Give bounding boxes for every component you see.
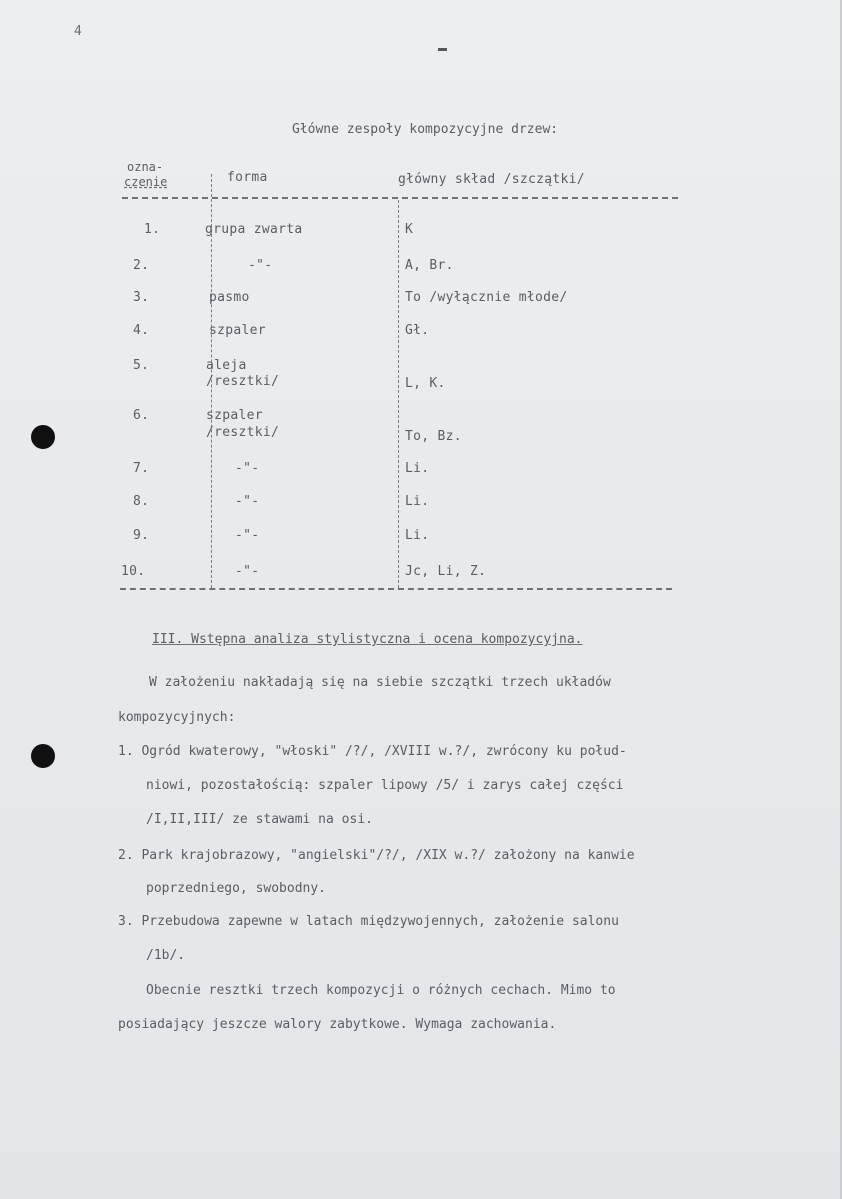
list-item-2-line1: 2. Park krajobrazowy, "angielski"/?/, /XIX w.?/ założony na kanwie — [118, 848, 635, 863]
table-row-composition: To /wyłącznie młode/ — [405, 290, 568, 305]
list-item-1-line1: 1. Ogród kwaterowy, "włoski" /?/, /XVIII w.?/, zwrócony ku połud- — [118, 744, 627, 759]
table-row-num: 4. — [133, 323, 150, 338]
list-item-3-line2: /1b/. — [146, 948, 186, 963]
page-number: 4 — [74, 24, 82, 39]
table-row-num: 1. — [144, 222, 161, 237]
table-row-num: 5. — [133, 358, 150, 373]
punch-hole-icon — [31, 425, 55, 449]
table-row-form: aleja — [206, 358, 247, 373]
header-form: forma — [227, 170, 268, 185]
paragraph-intro-line1: W założeniu nakładają się na siebie szczątki trzech układów — [149, 675, 611, 690]
table-row-form: -"- — [235, 461, 260, 476]
table-row-composition: Li. — [405, 494, 430, 509]
table-row-form: pasmo — [209, 290, 250, 305]
list-item-1-line3: /I,II,III/ ze stawami na osi. — [146, 812, 373, 827]
table-row-composition: To, Bz. — [405, 429, 462, 444]
table-row-num: 2. — [133, 258, 150, 273]
table-row-composition: Li. — [405, 528, 430, 543]
table-row-num: 8. — [133, 494, 150, 509]
table-row-form: grupa zwarta — [205, 222, 303, 237]
table-row-composition: Jc, Li, Z. — [405, 564, 487, 579]
table-row-form: -"- — [235, 528, 260, 543]
list-item-2-line2: poprzedniego, swobodny. — [146, 881, 327, 896]
table-row-composition: L, K. — [405, 376, 446, 391]
table-row-composition: Gł. — [405, 323, 430, 338]
paragraph-closing-line1: Obecnie resztki trzech kompozycji o różnych cechach. Mimo to — [146, 983, 616, 998]
table-row-form: -"- — [235, 564, 260, 579]
table-row-num: 10. — [121, 564, 146, 579]
table-row-form-continued: /resztki/ — [206, 425, 280, 440]
table-row-form: szpaler — [206, 408, 263, 423]
table-row-composition: A, Br. — [405, 258, 454, 273]
table-row-num: 7. — [133, 461, 150, 476]
section-heading: III. Wstępna analiza stylistyczna i ocena kompozycyjna. — [152, 632, 583, 647]
table-bottom-rule — [120, 588, 672, 590]
header-designation-line2: czenie — [124, 175, 168, 189]
table-row-num: 6. — [133, 408, 150, 423]
table-row-num: 3. — [133, 290, 150, 305]
list-item-1-line2: niowi, pozostałością: szpaler lipowy /5/ i zarys całej części — [146, 778, 624, 793]
header-designation-line1: ozna- — [127, 160, 164, 174]
table-row-num: 9. — [133, 528, 150, 543]
top-dash-mark — [438, 48, 447, 51]
header-composition: główny skład /szczątki/ — [398, 172, 585, 187]
table-row-form-continued: /resztki/ — [206, 374, 280, 389]
paragraph-intro-line2: kompozycyjnych: — [118, 710, 236, 725]
table-row-form: szpaler — [209, 323, 266, 338]
list-item-3-line1: 3. Przebudowa zapewne w latach międzywojennych, założenie salonu — [118, 914, 619, 929]
table-title: Główne zespoły kompozycyjne drzew: — [292, 122, 559, 137]
table-header-rule — [122, 197, 678, 199]
column-rule-composition — [398, 200, 399, 588]
table-row-composition: K — [405, 222, 414, 237]
table-row-form: -"- — [235, 494, 260, 509]
punch-hole-icon — [31, 744, 55, 768]
paragraph-closing-line2: posiadający jeszcze walory zabytkowe. Wymaga zachowania. — [118, 1017, 557, 1032]
table-row-form: -"- — [248, 258, 273, 273]
table-row-composition: Li. — [405, 461, 430, 476]
